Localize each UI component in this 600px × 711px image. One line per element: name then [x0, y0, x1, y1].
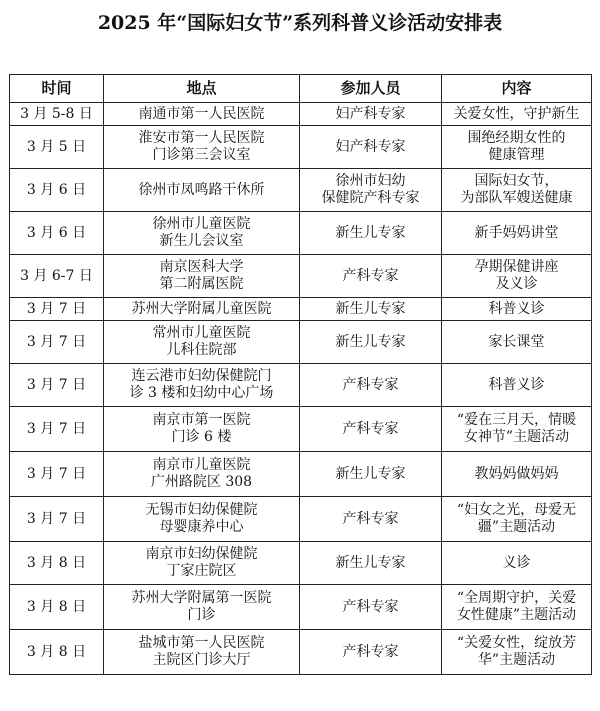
- header-time: 时间: [10, 75, 104, 103]
- cell-staff-line: 产科专家: [342, 510, 399, 527]
- table-row: [10, 497, 592, 542]
- cell-place-line: 南通市第一人民医院: [138, 105, 265, 122]
- cell-place: [104, 542, 300, 585]
- cell-place-line: 徐州市儿童医院: [152, 216, 251, 232]
- cell-staff-line: 保健院产科专家: [321, 190, 420, 206]
- cell-content-line: 女性健康”主题活动: [456, 607, 577, 623]
- cell-content-line: “妇女之光，母爱无: [456, 502, 577, 518]
- cell-place: [104, 630, 300, 675]
- cell-content-line: 围绝经期女性的: [467, 130, 566, 146]
- cell-staff: [300, 321, 442, 364]
- cell-place-line: 徐州市凤鸣路干休所: [138, 181, 265, 198]
- table-row: [10, 298, 592, 321]
- cell-staff: [300, 255, 442, 298]
- cell-content: [442, 585, 592, 630]
- cell-place-line: 南京市儿童医院: [152, 457, 251, 473]
- cell-place-line: 诊 3 楼和妇幼中心广场: [129, 385, 274, 401]
- table-row: [10, 542, 592, 585]
- cell-place-line: 苏州大学附属儿童医院: [131, 300, 272, 317]
- page-title: 2025 年“国际妇女节”系列科普义诊活动安排表: [97, 12, 503, 34]
- cell-place: [104, 298, 300, 321]
- cell-place-line: 第二附属医院: [159, 276, 244, 292]
- cell-place-line: 母婴康养中心: [159, 519, 244, 535]
- cell-place-line: 新生儿会议室: [159, 233, 244, 249]
- cell-place: [104, 126, 300, 169]
- cell-content: [442, 452, 592, 497]
- cell-place-line: 门诊: [187, 607, 216, 623]
- cell-staff-line: 新生儿专家: [335, 465, 406, 482]
- cell-staff: [300, 497, 442, 542]
- cell-content-line: 为部队军嫂送健康: [460, 190, 573, 206]
- cell-content-line: 义诊: [502, 554, 531, 571]
- cell-staff-line: 妇产科专家: [335, 105, 406, 122]
- cell-content-line: 关爱女性，守护新生: [453, 105, 580, 122]
- cell-time: 3 月 8 日: [10, 630, 104, 675]
- schedule-table: [9, 74, 592, 675]
- cell-content-line: 教妈妈做妈妈: [474, 465, 559, 482]
- cell-staff: [300, 630, 442, 675]
- cell-content-line: “爱在三月天，情暖: [456, 412, 577, 428]
- cell-place-line: 门诊第三会议室: [152, 147, 251, 163]
- cell-place: [104, 452, 300, 497]
- table-row: [10, 103, 592, 126]
- cell-content: [442, 126, 592, 169]
- cell-time: 3 月 6 日: [10, 169, 104, 212]
- cell-staff-line: 产科专家: [342, 598, 399, 615]
- table-body: [10, 103, 592, 675]
- cell-place-line: 无锡市妇幼保健院: [145, 502, 258, 518]
- cell-time: 3 月 8 日: [10, 585, 104, 630]
- cell-staff-line: 产科专家: [342, 267, 399, 284]
- table-row: [10, 212, 592, 255]
- cell-staff-line: 产科专家: [342, 643, 399, 660]
- cell-place-line: 门诊 6 楼: [171, 429, 232, 445]
- cell-content-line: 及义诊: [495, 276, 538, 292]
- cell-content-line: 科普义诊: [488, 376, 545, 393]
- table-row: [10, 407, 592, 452]
- cell-staff: [300, 103, 442, 126]
- cell-place-line: 主院区门诊大厅: [152, 652, 251, 668]
- cell-place-line: 常州市儿童医院: [152, 325, 251, 341]
- cell-time: 3 月 6-7 日: [10, 255, 104, 298]
- cell-time: 3 月 7 日: [10, 298, 104, 321]
- cell-place: [104, 321, 300, 364]
- cell-place: [104, 255, 300, 298]
- cell-content: [442, 407, 592, 452]
- cell-staff: [300, 126, 442, 169]
- cell-place-line: 儿科住院部: [166, 342, 237, 358]
- cell-place: [104, 585, 300, 630]
- cell-staff-line: 新生儿专家: [335, 554, 406, 571]
- cell-place-line: 连云港市妇幼保健院门: [131, 368, 272, 384]
- cell-place-line: 南京市第一医院: [152, 412, 251, 428]
- cell-staff: [300, 452, 442, 497]
- cell-staff: [300, 169, 442, 212]
- cell-content-line: 科普义诊: [488, 300, 545, 317]
- cell-staff: [300, 542, 442, 585]
- table-row: [10, 452, 592, 497]
- header-staff: 参加人员: [300, 75, 442, 103]
- cell-time: 3 月 6 日: [10, 212, 104, 255]
- cell-place-line: 苏州大学附属第一医院: [131, 590, 272, 606]
- cell-place: [104, 169, 300, 212]
- cell-time: 3 月 7 日: [10, 452, 104, 497]
- cell-content-line: “全周期守护，关爱: [456, 590, 577, 606]
- cell-content-line: 疆”主题活动: [477, 519, 556, 535]
- cell-time: 3 月 5 日: [10, 126, 104, 169]
- cell-content-line: 女神节”主题活动: [463, 429, 570, 445]
- cell-content-line: 孕期保健讲座: [474, 259, 559, 275]
- cell-content-line: 家长课堂: [488, 333, 545, 350]
- cell-time: 3 月 5-8 日: [10, 103, 104, 126]
- cell-place: [104, 103, 300, 126]
- table-header-row: [10, 75, 592, 103]
- cell-content-line: 新手妈妈讲堂: [474, 224, 559, 241]
- cell-staff-line: 妇产科专家: [335, 138, 406, 155]
- cell-content: [442, 497, 592, 542]
- cell-place-line: 南京医科大学: [159, 259, 244, 275]
- cell-place: [104, 407, 300, 452]
- table-row: [10, 585, 592, 630]
- cell-content: [442, 169, 592, 212]
- cell-time: 3 月 8 日: [10, 542, 104, 585]
- cell-place-line: 丁家庄院区: [166, 563, 237, 579]
- cell-time: 3 月 7 日: [10, 407, 104, 452]
- cell-staff-line: 新生儿专家: [335, 333, 406, 350]
- cell-content: [442, 298, 592, 321]
- cell-staff-line: 新生儿专家: [335, 300, 406, 317]
- cell-staff: [300, 298, 442, 321]
- cell-place: [104, 212, 300, 255]
- cell-content: [442, 212, 592, 255]
- cell-place-line: 南京市妇幼保健院: [145, 546, 258, 562]
- cell-place: [104, 497, 300, 542]
- cell-time: 3 月 7 日: [10, 321, 104, 364]
- cell-content: [442, 321, 592, 364]
- cell-content-line: 华”主题活动: [477, 652, 556, 668]
- table-row: [10, 630, 592, 675]
- cell-time: 3 月 7 日: [10, 497, 104, 542]
- cell-time: 3 月 7 日: [10, 364, 104, 407]
- cell-content: [442, 255, 592, 298]
- cell-staff-line: 产科专家: [342, 420, 399, 437]
- cell-staff: [300, 364, 442, 407]
- cell-place-line: 淮安市第一人民医院: [138, 130, 265, 146]
- cell-staff: [300, 212, 442, 255]
- table-row: [10, 364, 592, 407]
- cell-content: [442, 103, 592, 126]
- table-row: [10, 255, 592, 298]
- cell-content: [442, 630, 592, 675]
- cell-place-line: 盐城市第一人民医院: [138, 635, 265, 651]
- header-place: 地点: [104, 75, 300, 103]
- cell-staff-line: 新生儿专家: [335, 224, 406, 241]
- cell-place: [104, 364, 300, 407]
- table-row: [10, 321, 592, 364]
- cell-staff: [300, 407, 442, 452]
- cell-content: [442, 542, 592, 585]
- cell-content: [442, 364, 592, 407]
- table-row: [10, 126, 592, 169]
- cell-place-line: 广州路院区 308: [150, 474, 253, 490]
- cell-content-line: “关爱女性，绽放芳: [456, 635, 577, 651]
- header-content: 内容: [442, 75, 592, 103]
- table-row: [10, 169, 592, 212]
- cell-content-line: 健康管理: [488, 147, 545, 163]
- cell-staff-line: 徐州市妇幼: [335, 173, 406, 189]
- cell-staff: [300, 585, 442, 630]
- cell-content-line: 国际妇女节，: [474, 173, 559, 189]
- cell-staff-line: 产科专家: [342, 376, 399, 393]
